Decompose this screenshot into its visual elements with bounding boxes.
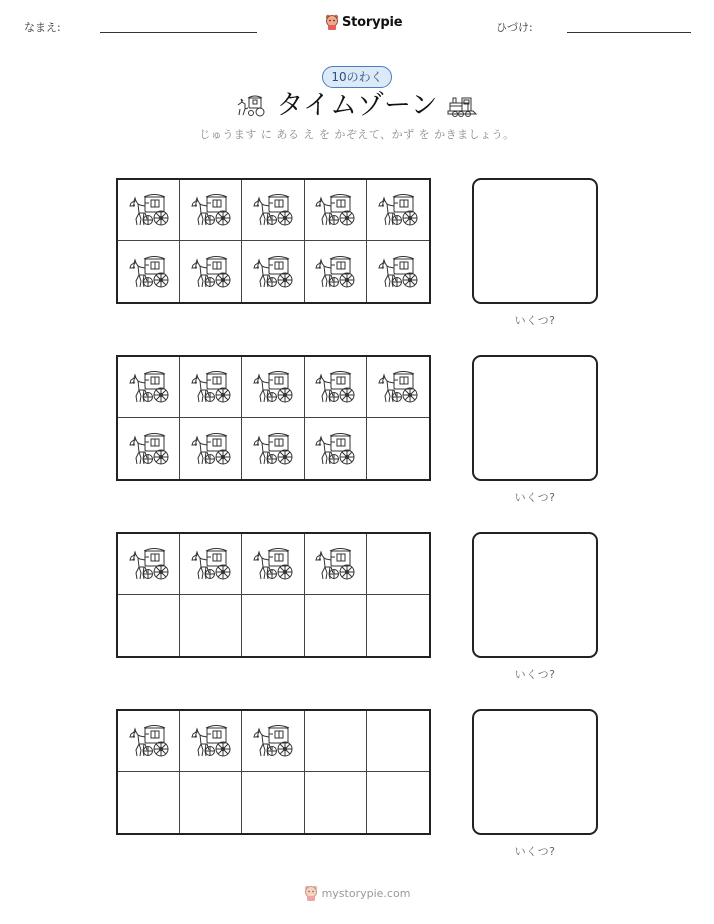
ten-frame-cell: [242, 772, 304, 833]
ten-frame-cell: [367, 180, 429, 241]
ten-frame-cell: [180, 357, 242, 418]
answer-label: いくつ?: [514, 845, 556, 858]
horse-carriage-icon: [251, 370, 295, 404]
ten-frame-cell: [180, 711, 242, 772]
horse-carriage-icon: [189, 193, 233, 227]
ten-frame-cell: [242, 357, 304, 418]
horse-carriage-icon: [127, 432, 171, 466]
horse-carriage-icon: [251, 193, 295, 227]
ten-frame-cell: [180, 180, 242, 241]
ten-frame: [116, 355, 431, 481]
horse-carriage-icon: [313, 370, 357, 404]
brand-logo: [325, 12, 402, 32]
answer-label: いくつ?: [514, 668, 556, 681]
ten-frame-cell: [242, 180, 304, 241]
answer-box[interactable]: [472, 532, 598, 658]
answer-label: いくつ?: [514, 491, 556, 504]
horse-carriage-icon: [189, 255, 233, 289]
horse-carriage-icon: [376, 193, 420, 227]
horse-carriage-icon: [189, 432, 233, 466]
ten-frame-cell: [242, 418, 304, 479]
ten-frame-cell: [242, 534, 304, 595]
footer-url[interactable]: mystorypie.com: [321, 886, 411, 900]
horse-carriage-icon: [127, 370, 171, 404]
date-label: ひづけ:: [496, 21, 533, 34]
ten-frame-cell: [305, 772, 367, 833]
ten-frame-cell: [305, 711, 367, 772]
ten-frame-badge: 10のわく: [322, 66, 392, 88]
ten-frame-cell: [118, 357, 180, 418]
ten-frame: [116, 532, 431, 658]
footer: [0, 885, 714, 901]
ten-frame-cell: [305, 180, 367, 241]
ten-frame: [116, 178, 431, 304]
ten-frame-cell: [180, 418, 242, 479]
ten-frame-cell: [118, 241, 180, 302]
horse-carriage-icon: [127, 724, 171, 758]
ten-frame-cell: [367, 418, 429, 479]
ten-frame-cell: [242, 241, 304, 302]
ten-frame-cell: [180, 772, 242, 833]
name-label: なまえ:: [24, 21, 61, 34]
ten-frame: [116, 709, 431, 835]
ten-frame-cell: [118, 534, 180, 595]
ten-frame-cell: [180, 241, 242, 302]
ten-frame-cell: [242, 595, 304, 656]
ten-frame-cell: [118, 711, 180, 772]
horse-carriage-icon: [313, 255, 357, 289]
horse-carriage-icon: [313, 547, 357, 581]
ten-frame-cell: [367, 357, 429, 418]
answer-box[interactable]: [472, 178, 598, 304]
ten-frame-cell: [367, 595, 429, 656]
ten-frame-cell: [118, 180, 180, 241]
horse-carriage-icon: [376, 255, 420, 289]
brand-name: Storypie: [342, 14, 403, 30]
bear-logo-icon: [304, 885, 318, 901]
horse-carriage-icon: [313, 193, 357, 227]
horse-carriage-icon: [189, 547, 233, 581]
ten-frame-cell: [305, 595, 367, 656]
horse-carriage-icon: [127, 255, 171, 289]
ten-frame-cell: [305, 357, 367, 418]
ten-frame-cell: [118, 772, 180, 833]
horse-carriage-icon: [313, 432, 357, 466]
horse-carriage-icon: [376, 370, 420, 404]
ten-frame-cell: [367, 772, 429, 833]
horse-carriage-icon: [127, 193, 171, 227]
ten-frame-cell: [118, 418, 180, 479]
page-title: タイムゾーン: [276, 90, 438, 121]
name-line[interactable]: [100, 32, 257, 33]
horse-carriage-icon: [251, 724, 295, 758]
train-icon: [446, 95, 478, 117]
instructions: じゅうます に ある え を かぞえて、かず を かきましょう。: [199, 128, 515, 141]
ten-frame-cell: [367, 241, 429, 302]
horse-carriage-icon: [127, 547, 171, 581]
answer-box[interactable]: [472, 709, 598, 835]
ten-frame-cell: [367, 534, 429, 595]
horse-carriage-icon: [251, 547, 295, 581]
ten-frame-cell: [305, 534, 367, 595]
ten-frame-cell: [305, 241, 367, 302]
ten-frame-cell: [118, 595, 180, 656]
horse-carriage-icon: [251, 255, 295, 289]
bear-logo-icon: [325, 14, 339, 30]
date-line[interactable]: [567, 32, 691, 33]
ten-frame-cell: [305, 418, 367, 479]
ten-frame-cell: [242, 711, 304, 772]
ten-frame-cell: [367, 711, 429, 772]
answer-box[interactable]: [472, 355, 598, 481]
ten-frame-cell: [180, 595, 242, 656]
horse-carriage-icon: [189, 370, 233, 404]
answer-label: いくつ?: [514, 314, 556, 327]
ten-frame-cell: [180, 534, 242, 595]
horse-carriage-icon: [189, 724, 233, 758]
horse-carriage-icon: [251, 432, 295, 466]
